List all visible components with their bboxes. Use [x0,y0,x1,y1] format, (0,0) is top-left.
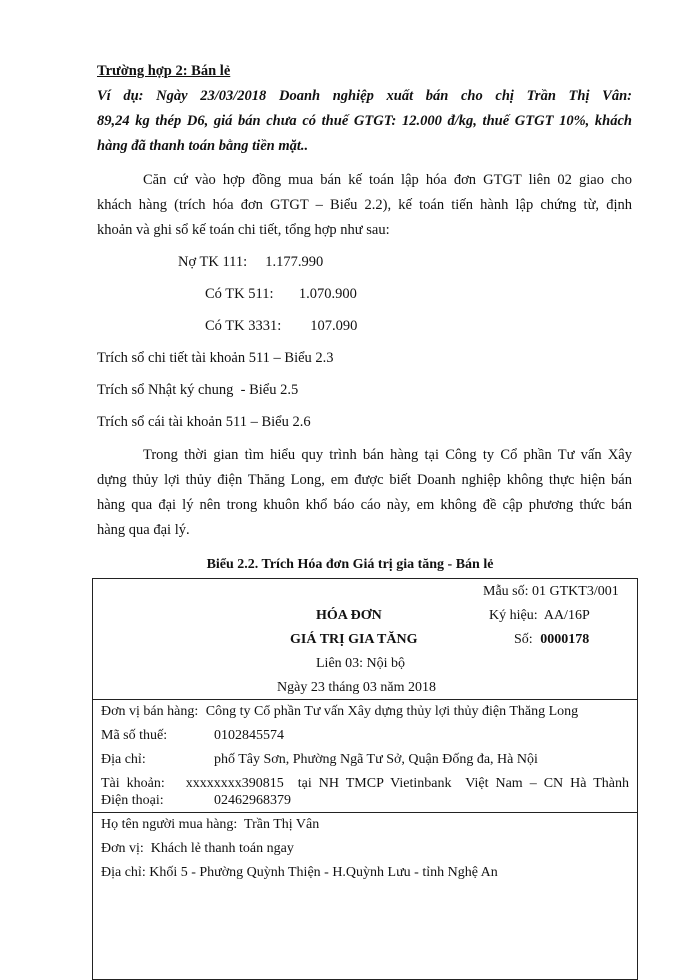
invoice-form-number: Mẫu số: 01 GTKT3/001 [483,584,619,599]
invoice-number-value: 0000178 [540,632,590,647]
seller-value: Công ty Cổ phần Tư vấn Xây dựng thủy lợi thủy điện Thăng Long [205,704,579,719]
buyer-unit: Đơn vị: Khách lẻ thanh toán ngay [101,841,294,856]
invoice-number [514,632,589,648]
invoice-copy: Liên 03: Nội bộ [316,656,406,671]
para2-line-1: Trong thời gian tìm hiểu quy trình bán hàng tại Công ty Cổ phần Tư vấn Xây [143,447,632,463]
seller-address-value: phố Tây Sơn, Phường Ngã Tư Sở, Quận Đống đa, Hà Nội [214,752,538,767]
tax-code-label: Mã số thuế: [101,728,168,743]
invoice-title-1: HÓA ĐƠN [316,608,382,623]
phone-value: 02462968379 [214,793,291,808]
seller-row [101,704,578,720]
extract-ref-3: Trích sổ cái tài khoản 511 – Biểu 2.6 [97,414,311,430]
para2-line-2: dựng thủy lợi thủy điện Thăng Long, em được biết Doanh nghiệp không thực hiện bán [97,472,632,488]
invoice-header-divider [92,699,638,700]
bank-account-line: Tài khoản: xxxxxxxx390815 tại NH TMCP Vietinbank Việt Nam – CN Hà Thành [101,776,629,791]
para1-line-3: khoản và ghi sổ kế toán chi tiết, tổng hợp như sau: [97,222,390,238]
example-line-3: hàng đã thanh toán bằng tiền mặt.. [97,138,309,154]
seller-address-label: Địa chỉ: [101,752,146,767]
entry-debit: Nợ TK 111: 1.177.990 [178,254,324,270]
seller-label: Đơn vị bán hàng: [101,704,199,719]
example-line-2: 89,24 kg thép D6, giá bán chưa có thuế GTGT: 12.000 đ/kg, thuế GTGT 10%, khách [97,113,632,129]
tax-code-value: 0102845574 [214,728,284,743]
entry-credit-3331: Có TK 3331: 107.090 [205,318,358,334]
para1-line-2: khách hàng (trích hóa đơn GTGT – Biểu 2.2), kế toán tiến hành lập chứng từ, định [97,197,632,213]
buyer-address: Địa chỉ: Khối 5 - Phường Quỳnh Thiện - H.Quỳnh Lưu - tỉnh Nghệ An [101,865,498,880]
para2-line-3: hàng qua đại lý nên trong khuôn khổ báo cáo này, em không đề cập phương thức bán [97,497,632,513]
invoice-title-2: GIÁ TRỊ GIA TĂNG [290,632,418,647]
section-heading: Trường hợp 2: Bán lẻ [97,63,231,79]
buyer-name: Họ tên người mua hàng: Trần Thị Vân [101,817,320,832]
invoice-caption: Biểu 2.2. Trích Hóa đơn Giá trị gia tăng - Bán lẻ [206,557,494,572]
extract-ref-1: Trích sổ chi tiết tài khoản 511 – Biểu 2.3 [97,350,334,366]
invoice-seller-divider [92,812,638,813]
phone-label: Điện thoại: [101,793,164,808]
invoice-number-label: Số: [514,632,533,647]
invoice-symbol: Ký hiệu: AA/16P [489,608,590,623]
example-line-1: Ví dụ: Ngày 23/03/2018 Doanh nghiệp xuất bán cho chị Trần Thị Vân: [97,88,632,104]
entry-credit-511: Có TK 511: 1.070.900 [205,286,357,302]
invoice-date: Ngày 23 tháng 03 năm 2018 [277,680,437,695]
extract-ref-2: Trích sổ Nhật ký chung - Biểu 2.5 [97,382,299,398]
para2-line-4: hàng qua đại lý. [97,522,190,538]
para1-line-1: Căn cứ vào hợp đồng mua bán kế toán lập hóa đơn GTGT liên 02 giao cho [143,172,632,188]
